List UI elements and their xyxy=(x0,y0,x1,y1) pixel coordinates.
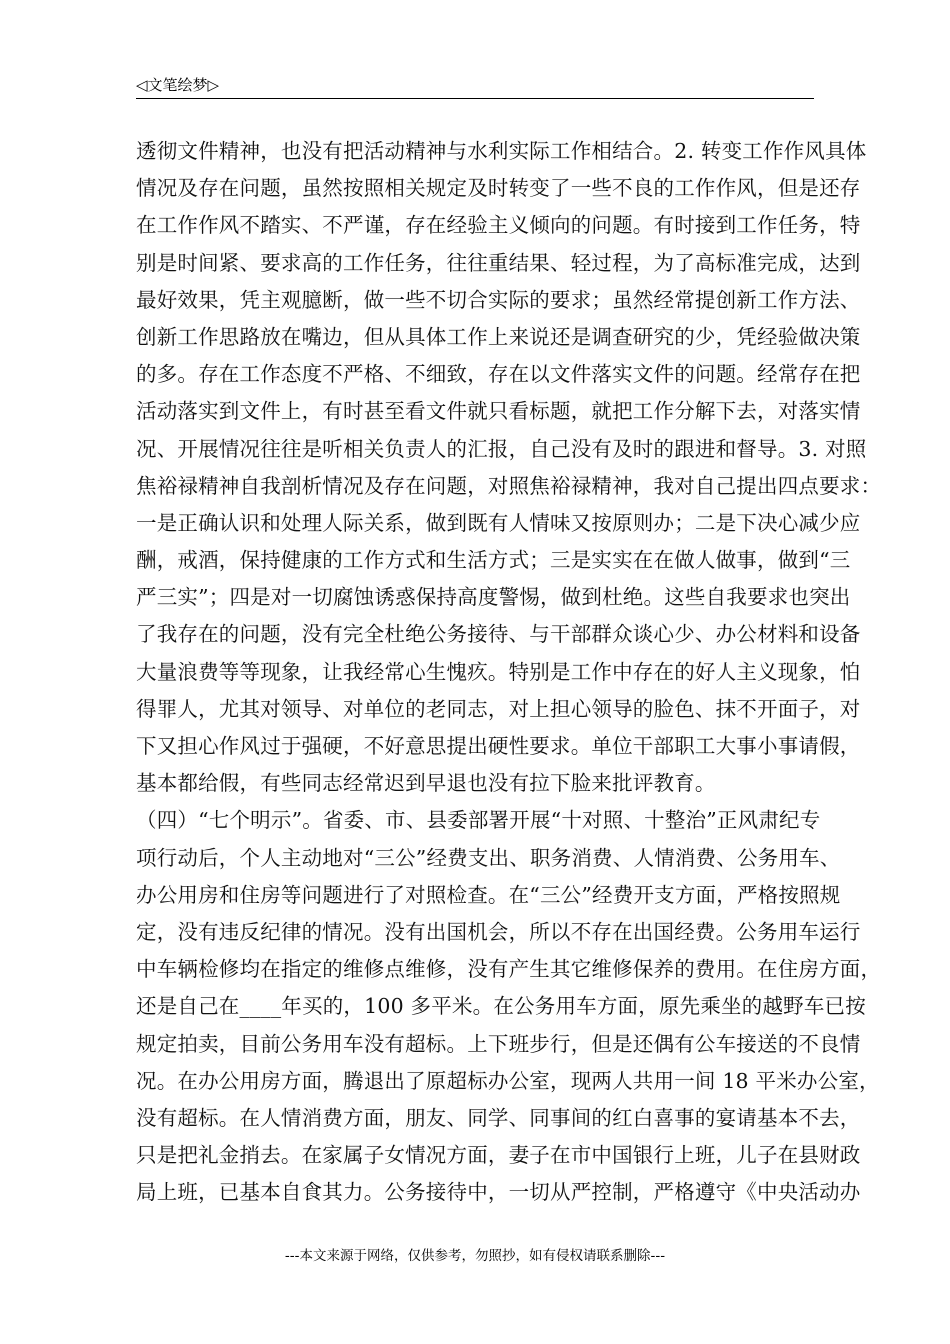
body-line: 办公用房和住房等问题进行了对照检查。在“三公”经费开支方面，严格按照规 xyxy=(136,882,841,907)
body-line: 酬，戒酒，保持健康的工作方式和生活方式；三是实实在在做人做事，做到“三 xyxy=(136,548,851,573)
page-footer: ---本文来源于网络，仅供参考，勿照抄，如有侵权请联系删除--- xyxy=(284,1248,666,1264)
body-line: 规定拍卖，目前公务用车没有超标。上下班步行，但是还偶有公车接送的不良情 xyxy=(136,1031,861,1056)
body-line: 了我存在的问题，没有完全杜绝公务接待、与干部群众谈心少、办公材料和设备 xyxy=(136,622,861,647)
body-line: 基本都给假，有些同志经常迟到早退也没有拉下脸来批评教育。 xyxy=(136,771,716,796)
body-line: 创新工作思路放在嘴边，但从具体工作上来说还是调查研究的少，凭经验做决策 xyxy=(136,324,861,349)
body-line: 下又担心作风过于强硬，不好意思提出硬性要求。单位干部职工大事小事请假， xyxy=(136,734,861,758)
body-line: 焦裕禄精神自我剖析情况及存在问题，对照焦裕禄精神，我对自己提出四点要求： xyxy=(136,473,882,498)
body-line: 别是时间紧、要求高的工作任务，往往重结果、轻过程，为了高标准完成，达到 xyxy=(136,250,861,275)
body-line: 在工作作风不踏实、不严谨，存在经验主义倾向的问题。有时接到工作任务，特 xyxy=(136,213,861,238)
body-line: 局上班，已基本自食其力。公务接待中，一切从严控制，严格遵守《中央活动办 xyxy=(136,1180,861,1205)
body-line: 只是把礼金捎去。在家属子女情况方面，妻子在市中国银行上班，儿子在县财政 xyxy=(136,1143,861,1168)
body-line: 一是正确认识和处理人际关系，做到既有人情味又按原则办；二是下决心减少应 xyxy=(136,510,861,535)
body-line: 没有超标。在人情消费方面，朋友、同学、同事间的红白喜事的宴请基本不去， xyxy=(136,1105,861,1130)
body-line: 定，没有违反纪律的情况。没有出国机会，所以不存在出国经费。公务用车运行 xyxy=(136,919,861,944)
body-line: 得罪人，尤其对领导、对单位的老同志，对上担心领导的脸色、抹不开面子，对 xyxy=(136,696,861,721)
body-line: 最好效果，凭主观臆断，做一些不切合实际的要求；虽然经常提创新工作方法、 xyxy=(136,287,861,312)
body-line: 况、开展情况往往是听相关负责人的汇报，自己没有及时的跟进和督导。3. 对照 xyxy=(136,436,867,461)
page-header xyxy=(136,72,814,99)
body-line: 还是自己在____年买的，100 多平米。在公务用车方面，原先乘坐的越野车已按 xyxy=(136,994,866,1019)
body-line: 大量浪费等等现象，让我经常心生愧疚。特别是工作中存在的好人主义现象，怕 xyxy=(136,659,861,684)
body-line: 况。在办公用房方面，腾退出了原超标办公室，现两人共用一间 18 平米办公室， xyxy=(136,1068,880,1093)
body-line: 严三实”；四是对一切腐蚀诱惑保持高度警惕，做到杜绝。这些自我要求也突出 xyxy=(136,585,851,610)
body-line: 透彻文件精神，也没有把活动精神与水利实际工作相结合。2. 转变工作作风具体 xyxy=(136,139,867,163)
header-title: ◁文笔绘梦▷ xyxy=(136,76,220,94)
body-line: 的多。存在工作态度不严格、不细致，存在以文件落实文件的问题。经常存在把 xyxy=(136,362,861,387)
body-line: （四）“七个明示”。省委、市、县委部署开展“十对照、十整治”正风肃纪专 xyxy=(136,808,821,833)
document-body xyxy=(136,133,882,1211)
body-line: 活动落实到文件上，有时甚至看文件就只看标题，就把工作分解下去，对落实情 xyxy=(136,399,861,424)
body-line: 中车辆检修均在指定的维修点维修，没有产生其它维修保养的费用。在住房方面， xyxy=(136,957,882,982)
body-line: 情况及存在问题，虽然按照相关规定及时转变了一些不良的工作作风，但是还存 xyxy=(136,176,861,201)
body-line: 项行动后，个人主动地对“三公”经费支出、职务消费、人情消费、公务用车、 xyxy=(136,845,841,870)
